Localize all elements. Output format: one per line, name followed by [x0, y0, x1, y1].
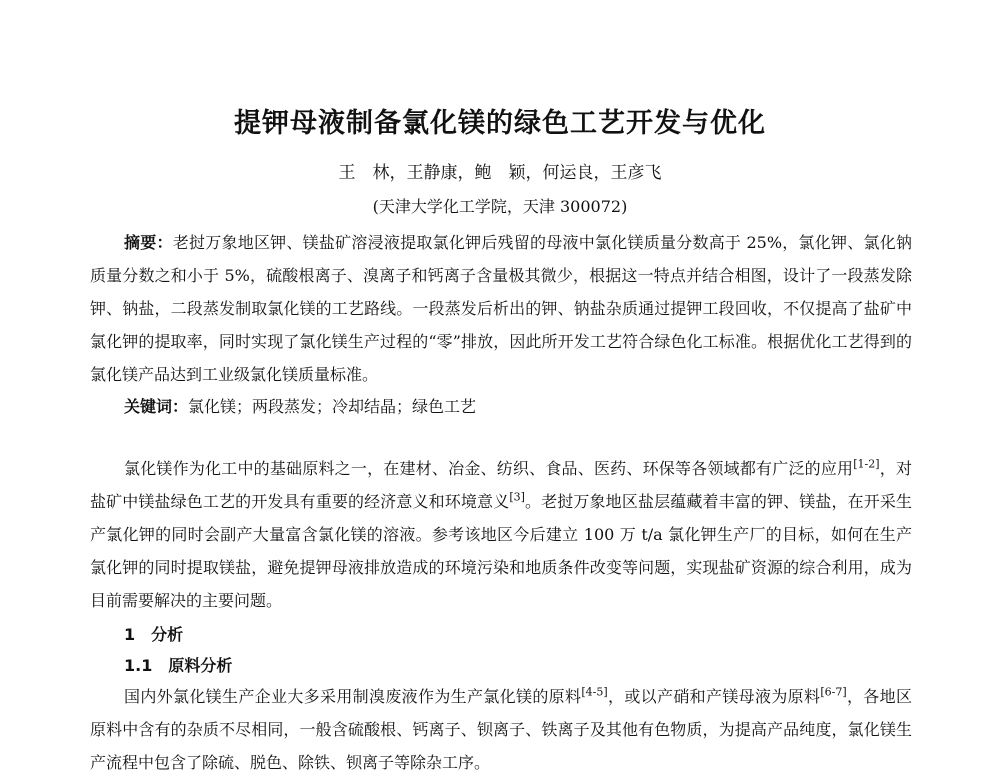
abstract-label: 摘要：: [124, 233, 173, 252]
keywords-text: 氯化镁；两段蒸发；冷却结晶；绿色工艺: [188, 397, 477, 416]
raw-material-paragraph: [90, 680, 912, 779]
keywords-paragraph: [90, 390, 912, 423]
abstract-text: 老挝万象地区钾、镁盐矿溶浸液提取氯化钾后残留的母液中氯化镁质量分数高于 25%，氯化钾、氯化钠质量分数之和小于 5%，硫酸根离子、溴离子和钙离子含量极其微少，根据这一特点并结合相图，设计了一段蒸发除钾、钠盐，二段蒸发制取氯化镁的工艺路线。一段蒸发后析出的钾、钠盐杂质通过提钾工段回收，不仅提高了盐矿中氯化钾的提取率，同时实现了氯化镁生产过程的“零”排放，因此所开发工艺符合绿色化工标准。根据优化工艺得到的氯化镁产品达到工业级氯化镁质量标准。: [90, 233, 912, 384]
intro-text-3: 。老挝万象地区盐层蕴藏着丰富的钾、镁盐，在开采生产氯化钾的同时会副产大量富含氯化镁的溶液。参考该地区今后建立 100 万 t/a 氯化钾生产厂的目标，如何在生产氯化钾的同时提取镁盐，避免提钾母液排放造成的环境污染和地质条件改变等问题，实现盐矿资源的综合利用，成为目前需要解决的主要问题。: [90, 492, 912, 610]
section-heading-1: 1 分析: [124, 625, 184, 644]
abstract-paragraph: [90, 226, 912, 391]
author-list: 王 林，王静康，鲍 颖，何运良，王彦飞: [338, 163, 662, 183]
keywords-label: 关键词：: [124, 397, 189, 416]
citation-ref: [3]: [509, 490, 525, 504]
citation-ref: [1-2]: [853, 457, 880, 471]
affiliation: (天津大学化工学院，天津 300072): [372, 197, 628, 216]
intro-text-1: 氯化镁作为化工中的基础原料之一，在建材、冶金、纺织、食品、医药、环保等各领域都有广泛的应用: [124, 459, 854, 478]
body-text-2: ，或以产硝和产镁母液为原料: [607, 687, 821, 706]
body-text-3: ，各地区原料中含有的杂质不尽相同，一般含硫酸根、钙离子、钡离子、铁离子及其他有色物质，为提高产品纯度，氯化镁生产流程中包含了除硫、脱色、除铁、钡离子等除杂工序。: [90, 687, 912, 772]
citation-ref: [4-5]: [581, 685, 608, 699]
citation-ref: [6-7]: [820, 685, 847, 699]
paper-title: 提钾母液制备氯化镁的绿色工艺开发与优化: [234, 108, 766, 139]
section-heading-1-1: 1.1 原料分析: [124, 656, 233, 675]
intro-paragraph: [90, 452, 912, 617]
intro-text-2: ，对盐矿中镁盐绿色工艺的开发具有重要的经济意义和环境意义: [90, 459, 912, 511]
body-text-1: 国内外氯化镁生产企业大多采用制溴废液作为生产氯化镁的原料: [124, 687, 582, 706]
